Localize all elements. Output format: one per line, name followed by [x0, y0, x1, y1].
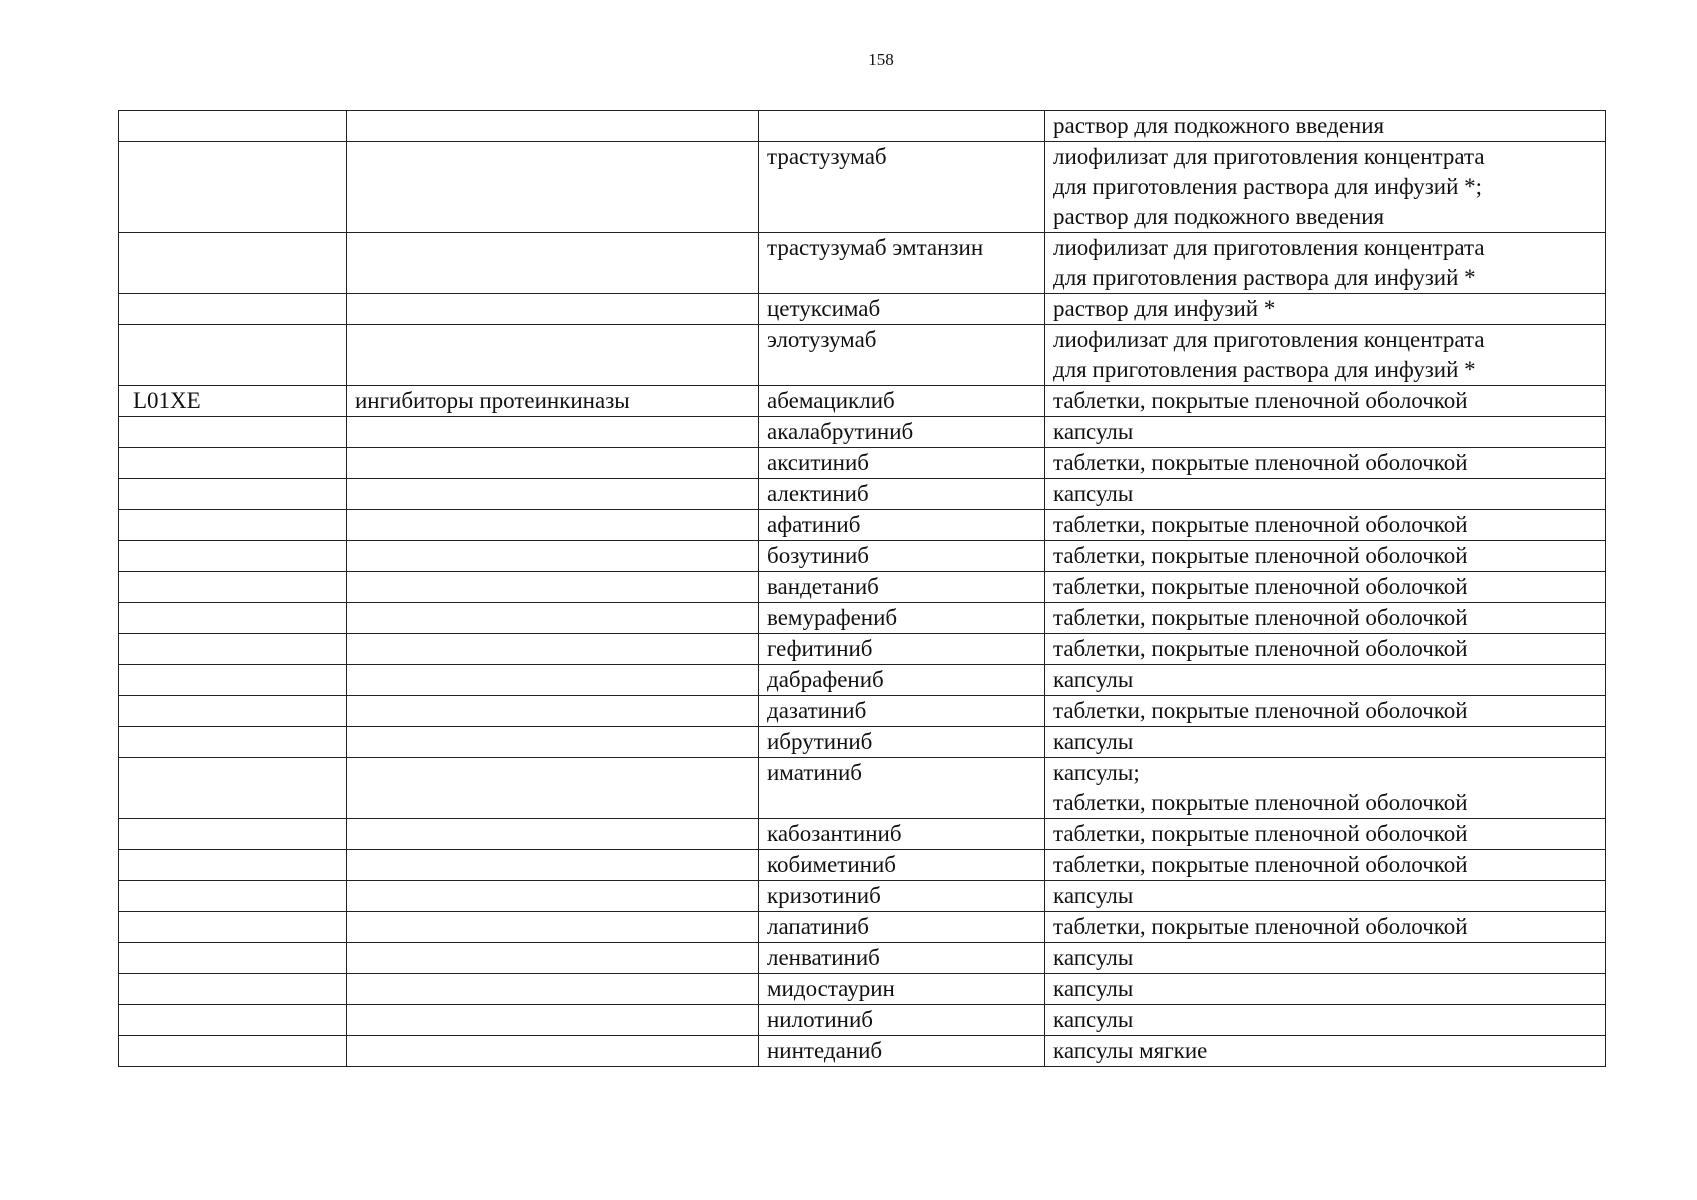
atc-code-cell	[119, 974, 347, 1005]
table-row	[119, 541, 1606, 572]
group-name-cell	[347, 634, 759, 665]
atc-code-cell	[119, 665, 347, 696]
dosage-form-cell: лиофилизат для приготовления концентрата для приготовления раствора для инфузий *; раствор для подкожного введения	[1045, 142, 1606, 233]
dosage-form-cell: таблетки, покрытые пленочной оболочкой	[1045, 448, 1606, 479]
drug-name-cell: акалабрутиниб	[759, 417, 1045, 448]
drug-name-cell: цетуксимаб	[759, 294, 1045, 325]
dosage-form-cell: капсулы	[1045, 727, 1606, 758]
atc-code-cell	[119, 479, 347, 510]
dosage-form-cell: таблетки, покрытые пленочной оболочкой	[1045, 386, 1606, 417]
drug-name-cell: бозутиниб	[759, 541, 1045, 572]
table-row	[119, 603, 1606, 634]
atc-code-cell	[119, 881, 347, 912]
table-row	[119, 943, 1606, 974]
table-row	[119, 1036, 1606, 1067]
table-row	[119, 727, 1606, 758]
dosage-form-cell: таблетки, покрытые пленочной оболочкой	[1045, 510, 1606, 541]
group-name-cell	[347, 510, 759, 541]
group-name-cell	[347, 974, 759, 1005]
drug-name-cell: афатиниб	[759, 510, 1045, 541]
dosage-form-cell: таблетки, покрытые пленочной оболочкой	[1045, 603, 1606, 634]
group-name-cell	[347, 417, 759, 448]
group-name-cell	[347, 696, 759, 727]
table-row	[119, 912, 1606, 943]
dosage-form-cell: капсулы	[1045, 1005, 1606, 1036]
dosage-form-cell: капсулы	[1045, 665, 1606, 696]
drug-name-cell: иматиниб	[759, 758, 1045, 819]
atc-code-cell: L01XE	[119, 386, 347, 417]
group-name-cell	[347, 448, 759, 479]
table-row	[119, 233, 1606, 294]
drug-name-cell: акситиниб	[759, 448, 1045, 479]
group-name-cell	[347, 572, 759, 603]
atc-code-cell	[119, 727, 347, 758]
drug-name-cell: дазатиниб	[759, 696, 1045, 727]
table-row	[119, 665, 1606, 696]
atc-code-cell	[119, 603, 347, 634]
drug-name-cell: кабозантиниб	[759, 819, 1045, 850]
group-name-cell	[347, 325, 759, 386]
drug-name-cell	[759, 111, 1045, 142]
table-row	[119, 881, 1606, 912]
group-name-cell	[347, 881, 759, 912]
dosage-form-cell: таблетки, покрытые пленочной оболочкой	[1045, 912, 1606, 943]
table-row	[119, 696, 1606, 727]
dosage-form-cell: капсулы	[1045, 943, 1606, 974]
group-name-cell	[347, 233, 759, 294]
atc-code-cell	[119, 233, 347, 294]
atc-code-cell	[119, 142, 347, 233]
group-name-cell: ингибиторы протеинкиназы	[347, 386, 759, 417]
table-row	[119, 448, 1606, 479]
drug-name-cell: дабрафениб	[759, 665, 1045, 696]
page-number: 158	[868, 50, 894, 69]
table-row	[119, 294, 1606, 325]
table-row	[119, 758, 1606, 819]
group-name-cell	[347, 943, 759, 974]
dosage-form-cell: лиофилизат для приготовления концентрата для приготовления раствора для инфузий *	[1045, 325, 1606, 386]
dosage-form-cell: таблетки, покрытые пленочной оболочкой	[1045, 850, 1606, 881]
table-row	[119, 819, 1606, 850]
dosage-form-cell: таблетки, покрытые пленочной оболочкой	[1045, 572, 1606, 603]
table-row	[119, 850, 1606, 881]
drug-name-cell: трастузумаб эмтанзин	[759, 233, 1045, 294]
atc-code-cell	[119, 448, 347, 479]
table-row	[119, 572, 1606, 603]
atc-code-cell	[119, 111, 347, 142]
table-row	[119, 386, 1606, 417]
table-row	[119, 142, 1606, 233]
atc-code-cell	[119, 696, 347, 727]
table-row	[119, 111, 1606, 142]
atc-code-cell	[119, 541, 347, 572]
atc-code-cell	[119, 912, 347, 943]
drug-name-cell: ленватиниб	[759, 943, 1045, 974]
atc-code-cell	[119, 943, 347, 974]
drug-name-cell: лапатиниб	[759, 912, 1045, 943]
dosage-form-cell: таблетки, покрытые пленочной оболочкой	[1045, 541, 1606, 572]
group-name-cell	[347, 912, 759, 943]
group-name-cell	[347, 665, 759, 696]
drug-name-cell: ибрутиниб	[759, 727, 1045, 758]
atc-code-cell	[119, 510, 347, 541]
table-row	[119, 974, 1606, 1005]
table-row	[119, 479, 1606, 510]
group-name-cell	[347, 850, 759, 881]
dosage-form-cell: капсулы	[1045, 417, 1606, 448]
drug-name-cell: алектиниб	[759, 479, 1045, 510]
group-name-cell	[347, 479, 759, 510]
dosage-form-cell: капсулы; таблетки, покрытые пленочной оболочкой	[1045, 758, 1606, 819]
drug-name-cell: элотузумаб	[759, 325, 1045, 386]
drug-name-cell: нинтеданиб	[759, 1036, 1045, 1067]
atc-code-cell	[119, 294, 347, 325]
drug-name-cell: мидостаурин	[759, 974, 1045, 1005]
group-name-cell	[347, 758, 759, 819]
dosage-form-cell: лиофилизат для приготовления концентрата для приготовления раствора для инфузий *	[1045, 233, 1606, 294]
dosage-form-cell: таблетки, покрытые пленочной оболочкой	[1045, 634, 1606, 665]
drug-name-cell: нилотиниб	[759, 1005, 1045, 1036]
table-row	[119, 510, 1606, 541]
drug-name-cell: кризотиниб	[759, 881, 1045, 912]
atc-code-cell	[119, 325, 347, 386]
drug-table	[118, 110, 1606, 1067]
drug-name-cell: вемурафениб	[759, 603, 1045, 634]
dosage-form-cell: таблетки, покрытые пленочной оболочкой	[1045, 819, 1606, 850]
drug-name-cell: трастузумаб	[759, 142, 1045, 233]
dosage-form-cell: раствор для подкожного введения	[1045, 111, 1606, 142]
group-name-cell	[347, 1005, 759, 1036]
dosage-form-cell: капсулы мягкие	[1045, 1036, 1606, 1067]
atc-code-cell	[119, 572, 347, 603]
atc-code-cell	[119, 1036, 347, 1067]
drug-name-cell: вандетаниб	[759, 572, 1045, 603]
group-name-cell	[347, 727, 759, 758]
group-name-cell	[347, 294, 759, 325]
group-name-cell	[347, 111, 759, 142]
dosage-form-cell: раствор для инфузий *	[1045, 294, 1606, 325]
dosage-form-cell: капсулы	[1045, 974, 1606, 1005]
atc-code-cell	[119, 634, 347, 665]
atc-code-cell	[119, 417, 347, 448]
table-row	[119, 325, 1606, 386]
group-name-cell	[347, 541, 759, 572]
group-name-cell	[347, 142, 759, 233]
group-name-cell	[347, 603, 759, 634]
drug-name-cell: кобиметиниб	[759, 850, 1045, 881]
dosage-form-cell: таблетки, покрытые пленочной оболочкой	[1045, 696, 1606, 727]
table-row	[119, 634, 1606, 665]
dosage-form-cell: капсулы	[1045, 881, 1606, 912]
table-row	[119, 417, 1606, 448]
drug-name-cell: гефитиниб	[759, 634, 1045, 665]
atc-code-cell	[119, 1005, 347, 1036]
atc-code-cell	[119, 758, 347, 819]
group-name-cell	[347, 1036, 759, 1067]
drug-name-cell: абемациклиб	[759, 386, 1045, 417]
atc-code-cell	[119, 819, 347, 850]
table-row	[119, 1005, 1606, 1036]
group-name-cell	[347, 819, 759, 850]
drug-table-body	[119, 111, 1606, 1067]
atc-code-cell	[119, 850, 347, 881]
dosage-form-cell: капсулы	[1045, 479, 1606, 510]
